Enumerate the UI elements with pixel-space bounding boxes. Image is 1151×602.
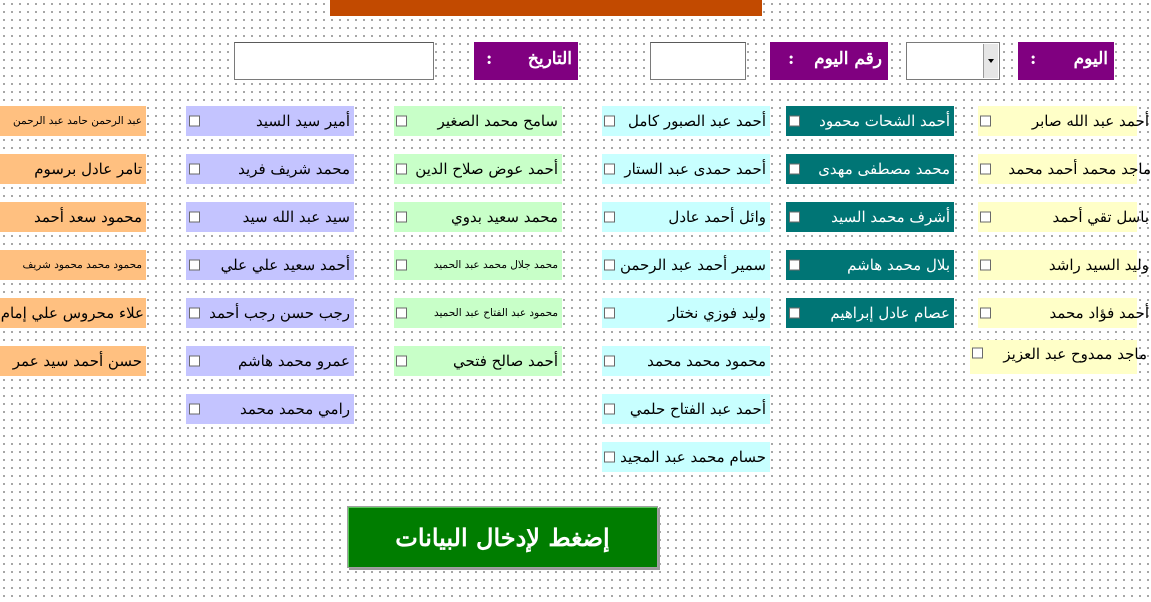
- attendee-item[interactable]: [0, 202, 146, 232]
- day-number-label-colon: :: [788, 49, 795, 69]
- attendee-item[interactable]: [0, 346, 146, 376]
- attendance-checkbox[interactable]: [396, 356, 407, 367]
- attendee-item[interactable]: [186, 202, 354, 232]
- attendee-name: رامي محمد محمد: [239, 400, 350, 418]
- attendee-name: محمود محمد محمد: [647, 352, 766, 370]
- attendee-name: سامح محمد الصغير: [437, 112, 558, 130]
- attendee-item[interactable]: [602, 202, 770, 232]
- attendee-item[interactable]: [786, 250, 954, 280]
- attendee-name: ماجد محمد أحمد محمد: [1008, 160, 1151, 178]
- attendee-name: تامر عادل برسوم: [34, 160, 142, 178]
- attendee-item[interactable]: [0, 154, 146, 184]
- attendee-item[interactable]: [602, 250, 770, 280]
- day-label-text: اليوم: [1073, 49, 1108, 69]
- attendee-name: محمود محمد محمود شريف: [22, 259, 142, 271]
- attendance-checkbox[interactable]: [980, 212, 991, 223]
- attendee-name: محمد سعيد بدوي: [450, 208, 558, 226]
- attendance-checkbox[interactable]: [972, 347, 983, 358]
- attendance-checkbox[interactable]: [604, 212, 615, 223]
- attendance-checkbox[interactable]: [189, 212, 200, 223]
- attendee-item[interactable]: [394, 250, 562, 280]
- attendee-item[interactable]: [970, 340, 1147, 374]
- date-label-text: التاريخ: [527, 49, 572, 69]
- attendee-item[interactable]: [786, 298, 954, 328]
- day-number-input[interactable]: [650, 42, 746, 80]
- day-label: [1018, 42, 1114, 80]
- attendee-item[interactable]: [786, 154, 954, 184]
- attendance-checkbox[interactable]: [789, 116, 800, 127]
- attendee-item[interactable]: [602, 394, 770, 424]
- attendee-item[interactable]: [602, 154, 770, 184]
- attendance-checkbox[interactable]: [396, 116, 407, 127]
- attendee-item[interactable]: [602, 298, 770, 328]
- attendee-name: أحمد عبد الفتاح حلمي: [629, 400, 766, 418]
- attendee-item[interactable]: [602, 106, 770, 136]
- attendee-item[interactable]: [978, 202, 1149, 232]
- attendee-name: محمد مصطفى مهدى: [818, 160, 950, 178]
- attendee-name: أحمد حمدى عبد الستار: [624, 160, 766, 178]
- day-number-label: [770, 42, 888, 80]
- attendee-item[interactable]: [186, 298, 354, 328]
- attendance-checkbox[interactable]: [189, 356, 200, 367]
- attendee-name: محمد جلال محمد عبد الحميد: [433, 259, 558, 271]
- attendance-checkbox[interactable]: [604, 116, 615, 127]
- attendee-item[interactable]: [978, 298, 1149, 328]
- day-select[interactable]: [906, 42, 1000, 80]
- attendee-item[interactable]: [978, 106, 1149, 136]
- date-label: [474, 42, 578, 80]
- date-label-colon: :: [486, 49, 493, 69]
- attendance-checkbox[interactable]: [604, 164, 615, 175]
- attendee-name: باسل تقي أحمد: [1052, 208, 1149, 226]
- attendee-item[interactable]: [602, 442, 770, 472]
- attendee-name: عصام عادل إبراهيم: [830, 304, 950, 322]
- attendance-checkbox[interactable]: [396, 260, 407, 271]
- attendee-item[interactable]: [394, 154, 562, 184]
- attendee-name: محمود عبد الفتاح عبد الحميد: [433, 307, 558, 319]
- attendee-item[interactable]: [394, 346, 562, 376]
- attendance-checkbox[interactable]: [789, 164, 800, 175]
- attendee-name: عمرو محمد هاشم: [238, 352, 350, 370]
- attendee-name: أمير سيد السيد: [255, 112, 350, 130]
- attendance-checkbox[interactable]: [189, 308, 200, 319]
- attendee-item[interactable]: [186, 106, 354, 136]
- attendee-name: أحمد فؤاد محمد: [1049, 304, 1149, 322]
- attendee-name: أحمد عبد الصبور كامل: [627, 112, 766, 130]
- attendee-item[interactable]: [394, 298, 562, 328]
- attendee-name: سمير أحمد عبد الرحمن: [619, 256, 766, 274]
- attendee-name: أحمد عبد الله صابر: [1031, 112, 1149, 130]
- attendee-name: محمد شريف فريد: [238, 160, 350, 178]
- attendee-name: ماجد ممدوح عبد العزيز: [1003, 344, 1147, 363]
- chevron-down-icon[interactable]: [983, 44, 998, 78]
- attendance-checkbox[interactable]: [789, 308, 800, 319]
- day-number-label-text: رقم اليوم: [814, 49, 882, 69]
- attendee-item[interactable]: [602, 346, 770, 376]
- attendee-name: حسام محمد عبد المجيد: [620, 448, 766, 466]
- attendee-name: وائل أحمد عادل: [668, 208, 766, 226]
- attendance-checkbox[interactable]: [189, 404, 200, 415]
- attendee-name: رجب حسن رجب أحمد: [209, 304, 350, 322]
- attendee-name: عبد الرحمن حامد عبد الرحمن: [13, 115, 142, 127]
- date-input[interactable]: [234, 42, 434, 80]
- attendee-item[interactable]: [786, 202, 954, 232]
- attendee-item[interactable]: [0, 106, 146, 136]
- attendee-item[interactable]: [786, 106, 954, 136]
- attendee-item[interactable]: [978, 250, 1149, 280]
- attendee-name: أحمد الشحات محمود: [819, 112, 950, 130]
- attendance-checkbox[interactable]: [980, 116, 991, 127]
- attendance-checkbox[interactable]: [396, 308, 407, 319]
- attendance-checkbox[interactable]: [789, 260, 800, 271]
- attendee-name: أحمد صالح فتحي: [453, 352, 558, 370]
- attendee-item[interactable]: [186, 346, 354, 376]
- attendance-checkbox[interactable]: [980, 260, 991, 271]
- attendee-name: أحمد عوض صلاح الدين: [415, 160, 558, 178]
- attendance-checkbox[interactable]: [396, 164, 407, 175]
- submit-data-button[interactable]: إضغط لإدخال البيانات: [347, 506, 658, 568]
- attendance-checkbox[interactable]: [604, 452, 615, 463]
- attendee-name: وليد فوزي نختار: [668, 304, 766, 322]
- attendee-name: وليد السيد راشد: [1048, 256, 1149, 274]
- attendee-name: سيد عبد الله سيد: [242, 208, 350, 226]
- attendance-checkbox[interactable]: [189, 116, 200, 127]
- attendee-name: علاء محروس علي إمام: [0, 304, 144, 322]
- attendance-checkbox[interactable]: [980, 164, 991, 175]
- attendee-item[interactable]: [186, 154, 354, 184]
- attendee-name: أشرف محمد السيد: [831, 208, 950, 226]
- attendance-checkbox[interactable]: [604, 308, 615, 319]
- top-banner: [330, 0, 762, 16]
- attendee-name: محمود سعد أحمد: [33, 208, 142, 226]
- attendance-checkbox[interactable]: [189, 260, 200, 271]
- attendee-item[interactable]: [0, 250, 146, 280]
- attendance-checkbox[interactable]: [980, 308, 991, 319]
- attendance-checkbox[interactable]: [604, 260, 615, 271]
- attendance-checkbox[interactable]: [604, 404, 615, 415]
- attendance-checkbox[interactable]: [396, 212, 407, 223]
- day-label-colon: :: [1030, 49, 1037, 69]
- attendee-item[interactable]: [186, 394, 354, 424]
- attendance-checkbox[interactable]: [189, 164, 200, 175]
- attendee-item[interactable]: [394, 106, 562, 136]
- attendance-checkbox[interactable]: [604, 356, 615, 367]
- attendee-item[interactable]: [186, 250, 354, 280]
- attendee-item[interactable]: [394, 202, 562, 232]
- attendee-name: حسن أحمد سيد عمر: [12, 352, 142, 370]
- attendee-item[interactable]: [978, 154, 1151, 184]
- attendance-checkbox[interactable]: [789, 212, 800, 223]
- attendee-name: بلال محمد هاشم: [847, 256, 950, 274]
- attendee-item[interactable]: [0, 298, 146, 328]
- attendee-name: أحمد سعيد علي علي: [220, 256, 350, 274]
